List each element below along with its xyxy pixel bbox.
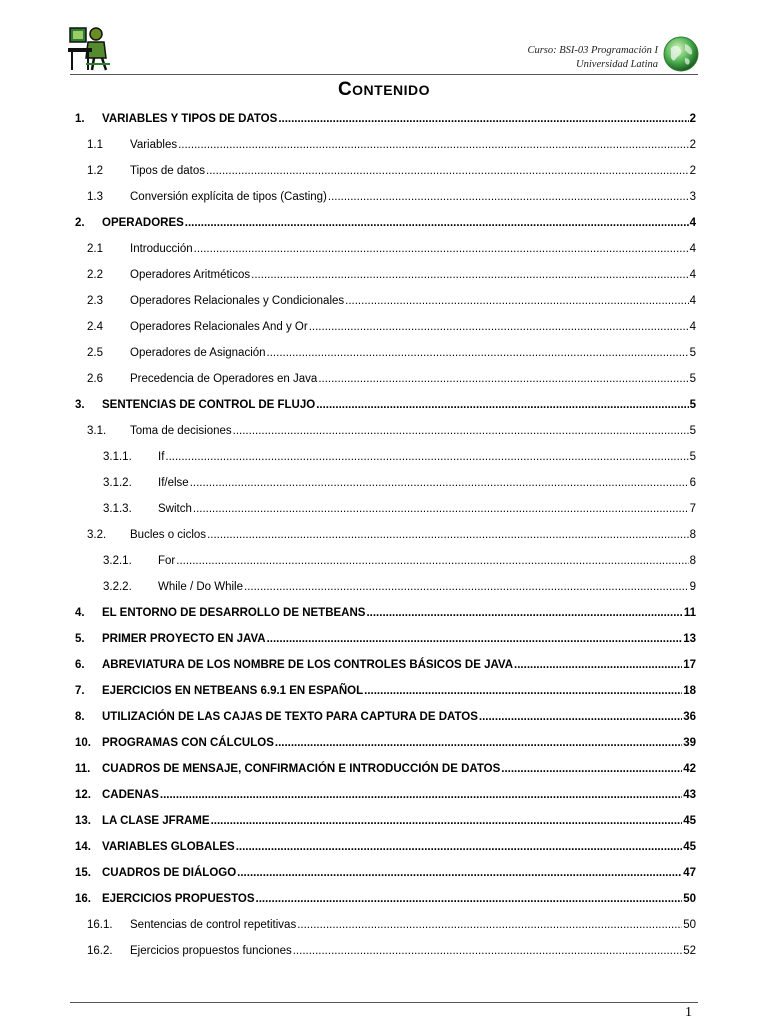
toc-dot-leader <box>237 866 682 880</box>
toc-entry[interactable] <box>75 394 696 412</box>
toc-dot-leader <box>278 112 688 126</box>
page-title: CONTENIDO <box>337 79 431 100</box>
toc-entry-page: 8 <box>689 529 696 541</box>
toc-dot-leader <box>193 502 689 516</box>
toc-entry-page: 52 <box>683 945 696 957</box>
toc-dot-leader <box>165 450 688 464</box>
toc-entry[interactable] <box>75 758 696 776</box>
toc-entry-page: 39 <box>683 737 696 749</box>
toc-entry-label: Operadores Relacionales And y Or <box>130 321 308 333</box>
toc-entry-page: 17 <box>683 659 696 671</box>
toc-entry-page: 5 <box>689 347 696 359</box>
toc-entry-number: 3. <box>75 399 85 411</box>
toc-entry-label: Bucles o ciclos <box>130 529 207 541</box>
toc-entry-number: 12. <box>75 789 91 801</box>
toc-entry[interactable] <box>87 368 696 386</box>
toc-entry-page: 42 <box>683 763 696 775</box>
toc-entry-label: SENTENCIAS DE CONTROL DE FLUJO <box>102 399 316 411</box>
toc-entry[interactable] <box>87 134 696 152</box>
toc-entry-label: VARIABLES Y TIPOS DE DATOS <box>102 113 278 125</box>
toc-dot-leader <box>318 372 688 386</box>
toc-entry-page: 4 <box>689 321 696 333</box>
toc-entry-page: 4 <box>689 295 696 307</box>
toc-entry-label: CUADROS DE DIÁLOGO <box>102 867 237 879</box>
toc-dot-leader <box>267 632 683 646</box>
toc-entry-number: 8. <box>75 711 85 723</box>
toc-dot-leader <box>297 918 682 932</box>
toc-entry-page: 7 <box>689 503 696 515</box>
toc-dot-leader <box>345 294 688 308</box>
toc-entry[interactable] <box>75 888 696 906</box>
toc-entry-page: 5 <box>689 373 696 385</box>
toc-dot-leader <box>479 710 682 724</box>
toc-entry-number: 11. <box>75 763 91 775</box>
toc-dot-leader <box>316 398 688 412</box>
toc-entry[interactable] <box>75 628 696 646</box>
footer-divider <box>70 1002 698 1003</box>
toc-entry-label: LA CLASE JFRAME <box>102 815 210 827</box>
toc-entry[interactable] <box>87 342 696 360</box>
student-at-computer-icon <box>66 24 112 72</box>
toc-entry[interactable] <box>87 940 696 958</box>
toc-entry-number: 5. <box>75 633 85 645</box>
toc-entry-label: ABREVIATURA DE LOS NOMBRE DE LOS CONTROLES BÁSICOS DE JAVA <box>102 659 514 671</box>
toc-entry-page: 8 <box>689 555 696 567</box>
toc-entry[interactable] <box>75 732 696 750</box>
toc-dot-leader <box>185 216 689 230</box>
toc-entry-number: 2.6 <box>87 373 103 385</box>
toc-entry[interactable] <box>75 654 696 672</box>
toc-entry-number: 2.4 <box>87 321 103 333</box>
header-course-info <box>527 44 658 72</box>
toc-entry-label: EL ENTORNO DE DESARROLLO DE NETBEANS <box>102 607 366 619</box>
toc-entry-number: 15. <box>75 867 91 879</box>
toc-entry-label: PRIMER PROYECTO EN JAVA <box>102 633 266 645</box>
toc-entry-label: While / Do While <box>158 581 243 593</box>
toc-entry-page: 6 <box>689 477 696 489</box>
toc-entry-number: 3.2.1. <box>103 555 132 567</box>
toc-entry[interactable] <box>75 108 696 126</box>
toc-dot-leader <box>207 528 689 542</box>
toc-entry-page: 2 <box>689 165 696 177</box>
toc-dot-leader <box>275 736 682 750</box>
toc-entry-page: 47 <box>683 867 696 879</box>
toc-entry[interactable] <box>103 550 696 568</box>
toc-dot-leader <box>251 268 688 282</box>
header-divider <box>70 74 698 75</box>
toc-entry-label: PROGRAMAS CON CÁLCULOS <box>102 737 274 749</box>
toc-dot-leader <box>328 190 689 204</box>
toc-entry[interactable] <box>87 316 696 334</box>
toc-entry-number: 3.1.2. <box>103 477 132 489</box>
toc-dot-leader <box>256 892 683 906</box>
toc-entry[interactable] <box>87 420 696 438</box>
toc-entry-number: 1.1 <box>87 139 103 151</box>
toc-entry-label: Ejercicios propuestos funciones <box>130 945 292 957</box>
toc-dot-leader <box>194 242 689 256</box>
toc-entry[interactable] <box>103 472 696 490</box>
toc-entry-page: 50 <box>683 893 696 905</box>
toc-entry-page: 43 <box>683 789 696 801</box>
toc-entry-page: 11 <box>683 607 696 619</box>
page-header <box>0 0 768 80</box>
toc-entry-page: 5 <box>689 451 696 463</box>
toc-entry-number: 2.3 <box>87 295 103 307</box>
toc-dot-leader <box>267 346 689 360</box>
toc-entry[interactable] <box>87 914 696 932</box>
toc-dot-leader <box>364 684 682 698</box>
toc-entry-label: UTILIZACIÓN DE LAS CAJAS DE TEXTO PARA CAPTURA DE DATOS <box>102 711 478 723</box>
toc-entry-label: OPERADORES <box>102 217 184 229</box>
toc-entry-page: 2 <box>689 113 696 125</box>
toc-entry[interactable] <box>87 160 696 178</box>
toc-entry[interactable] <box>75 706 696 724</box>
toc-entry-label: CADENAS <box>102 789 159 801</box>
page-number: 1 <box>685 1005 692 1020</box>
toc-entry[interactable] <box>75 836 696 854</box>
toc-dot-leader <box>236 840 683 854</box>
toc-entry-number: 14. <box>75 841 91 853</box>
university-name: Universidad Latina <box>576 59 658 70</box>
toc-entry-label: For <box>158 555 176 567</box>
toc-entry-number: 3.2.2. <box>103 581 132 593</box>
toc-entry-number: 10. <box>75 737 91 749</box>
toc-entry[interactable] <box>75 862 696 880</box>
toc-entry-number: 2.2 <box>87 269 103 281</box>
toc-entry-page: 4 <box>689 243 696 255</box>
toc-entry-label: EJERCICIOS PROPUESTOS <box>102 893 255 905</box>
toc-entry[interactable] <box>87 290 696 308</box>
toc-entry-number: 2.5 <box>87 347 103 359</box>
toc-entry-page: 9 <box>689 581 696 593</box>
toc-entry-label: If <box>158 451 165 463</box>
toc-entry-label: Switch <box>158 503 192 515</box>
toc-entry-number: 6. <box>75 659 85 671</box>
toc-dot-leader <box>233 424 689 438</box>
toc-entry-label: Introducción <box>130 243 193 255</box>
toc-entry[interactable] <box>87 264 696 282</box>
toc-entry-number: 16.2. <box>87 945 113 957</box>
toc-entry-number: 3.1.3. <box>103 503 132 515</box>
toc-entry-number: 3.1.1. <box>103 451 132 463</box>
toc-entry-number: 2.1 <box>87 243 103 255</box>
toc-entry-number: 7. <box>75 685 85 697</box>
toc-entry[interactable] <box>103 446 696 464</box>
toc-entry-page: 45 <box>683 841 696 853</box>
toc-entry-label: Operadores de Asignación <box>130 347 266 359</box>
toc-entry-page: 2 <box>689 139 696 151</box>
toc-entry-number: 2. <box>75 217 85 229</box>
toc-dot-leader <box>176 554 688 568</box>
toc-entry-page: 50 <box>683 919 696 931</box>
toc-entry[interactable] <box>103 498 696 516</box>
toc-entry[interactable] <box>75 810 696 828</box>
toc-entry-page: 5 <box>689 425 696 437</box>
toc-entry[interactable] <box>75 602 696 620</box>
toc-entry-label: VARIABLES GLOBALES <box>102 841 235 853</box>
toc-entry-page: 4 <box>689 217 696 229</box>
toc-entry-label: Variables <box>130 139 178 151</box>
toc-dot-leader <box>160 788 682 802</box>
toc-dot-leader <box>366 606 682 620</box>
toc-entry-label: Toma de decisiones <box>130 425 232 437</box>
toc-entry-page: 45 <box>683 815 696 827</box>
toc-entry-number: 13. <box>75 815 91 827</box>
toc-entry-number: 1. <box>75 113 85 125</box>
toc-entry-page: 5 <box>689 399 696 411</box>
toc-dot-leader <box>309 320 689 334</box>
toc-entry-page: 3 <box>689 191 696 203</box>
toc-dot-leader <box>514 658 682 672</box>
toc-dot-leader <box>211 814 683 828</box>
toc-entry-number: 4. <box>75 607 85 619</box>
toc-dot-leader <box>244 580 689 594</box>
toc-entry-number: 3.2. <box>87 529 107 541</box>
toc-entry-label: Operadores Relacionales y Condicionales <box>130 295 345 307</box>
toc-entry-number: 16. <box>75 893 91 905</box>
toc-entry-page: 4 <box>689 269 696 281</box>
toc-entry-number: 1.3 <box>87 191 103 203</box>
toc-entry[interactable] <box>87 186 696 204</box>
toc-entry-label: If/else <box>158 477 189 489</box>
toc-dot-leader <box>293 944 682 958</box>
toc-entry[interactable] <box>87 238 696 256</box>
toc-entry-label: Operadores Aritméticos <box>130 269 251 281</box>
toc-entry[interactable] <box>75 212 696 230</box>
toc-entry-number: 3.1. <box>87 425 107 437</box>
toc-entry-page: 36 <box>683 711 696 723</box>
toc-entry-label: Precedencia de Operadores en Java <box>130 373 318 385</box>
toc-entry-page: 13 <box>683 633 696 645</box>
toc-entry-label: CUADROS DE MENSAJE, CONFIRMACIÓN E INTRODUCCIÓN DE DATOS <box>102 763 501 775</box>
globe-icon <box>663 36 699 72</box>
toc-entry-label: Tipos de datos <box>130 165 206 177</box>
toc-entry-label: Conversión explícita de tipos (Casting) <box>130 191 327 203</box>
toc-entry-page: 18 <box>683 685 696 697</box>
toc-entry[interactable] <box>75 680 696 698</box>
course-name: Curso: BSI-03 Programación I <box>527 45 658 56</box>
toc-dot-leader <box>501 762 682 776</box>
toc-dot-leader <box>206 164 689 178</box>
toc-entry-number: 16.1. <box>87 919 113 931</box>
toc-entry-number: 1.2 <box>87 165 103 177</box>
toc-dot-leader <box>178 138 689 152</box>
toc-entry-label: Sentencias de control repetitivas <box>130 919 297 931</box>
toc-entry-label: EJERCICIOS EN NETBEANS 6.9.1 EN ESPAÑOL <box>102 685 364 697</box>
toc-entry[interactable] <box>75 784 696 802</box>
toc-entry[interactable] <box>103 576 696 594</box>
toc-entry[interactable] <box>87 524 696 542</box>
toc-dot-leader <box>190 476 689 490</box>
